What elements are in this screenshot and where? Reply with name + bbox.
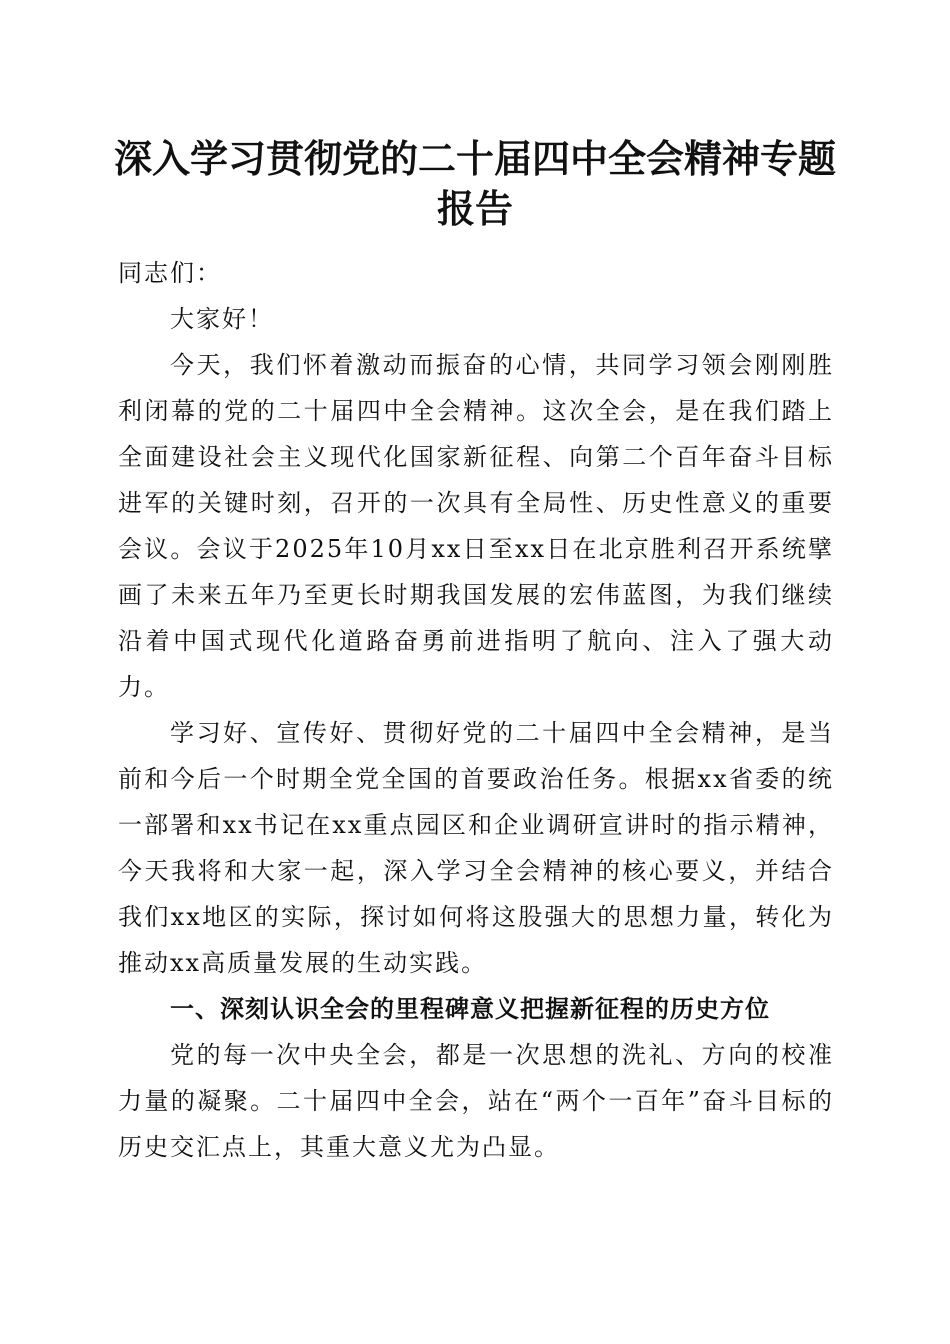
document-title: 深入学习贯彻党的二十届四中全会精神专题报告 [113,136,836,231]
greeting: 大家好！ [170,305,274,333]
paragraph-task: 学习好、宣传好、贯彻好党的二十届四中全会精神，是当前和今后一个时期全党全国的首要政治任务。根据xx省委的统一部署和xx书记在xx重点园区和企业调研宣讲时的指示精神，今天我将和大家一起，深入学习全会精神的核心要义，并结合我们xx地区的实际，探讨如何将这股强大的思想力量，转化为推动xx高质量发展的生动实践。 [118,719,834,977]
document-body [118,250,834,1170]
paragraph-intro: 今天，我们怀着激动而振奋的心情，共同学习领会刚刚胜利闭幕的党的二十届四中全会精神。这次全会，是在我们踏上全面建设社会主义现代化国家新征程、向第二个百年奋斗目标进军的关键时刻，召开的一次具有全局性、历史性意义的重要会议。会议于2025年10月xx日至xx日在北京胜利召开系统擘画了未来五年乃至更长时期我国发展的宏伟蓝图，为我们继续沿着中国式现代化道路奋勇前进指明了航向、注入了强大动力。 [118,351,834,701]
section-paragraph: 党的每一次中央全会，都是一次思想的洗礼、方向的校准力量的凝聚。二十届四中全会，站在“两个一百年”奋斗目标的历史交汇点上，其重大意义尤为凸显。 [118,1041,834,1161]
section-heading: 一、深刻认识全会的里程碑意义把握新征程的历史方位 [170,995,770,1023]
salutation: 同志们： [118,259,222,287]
